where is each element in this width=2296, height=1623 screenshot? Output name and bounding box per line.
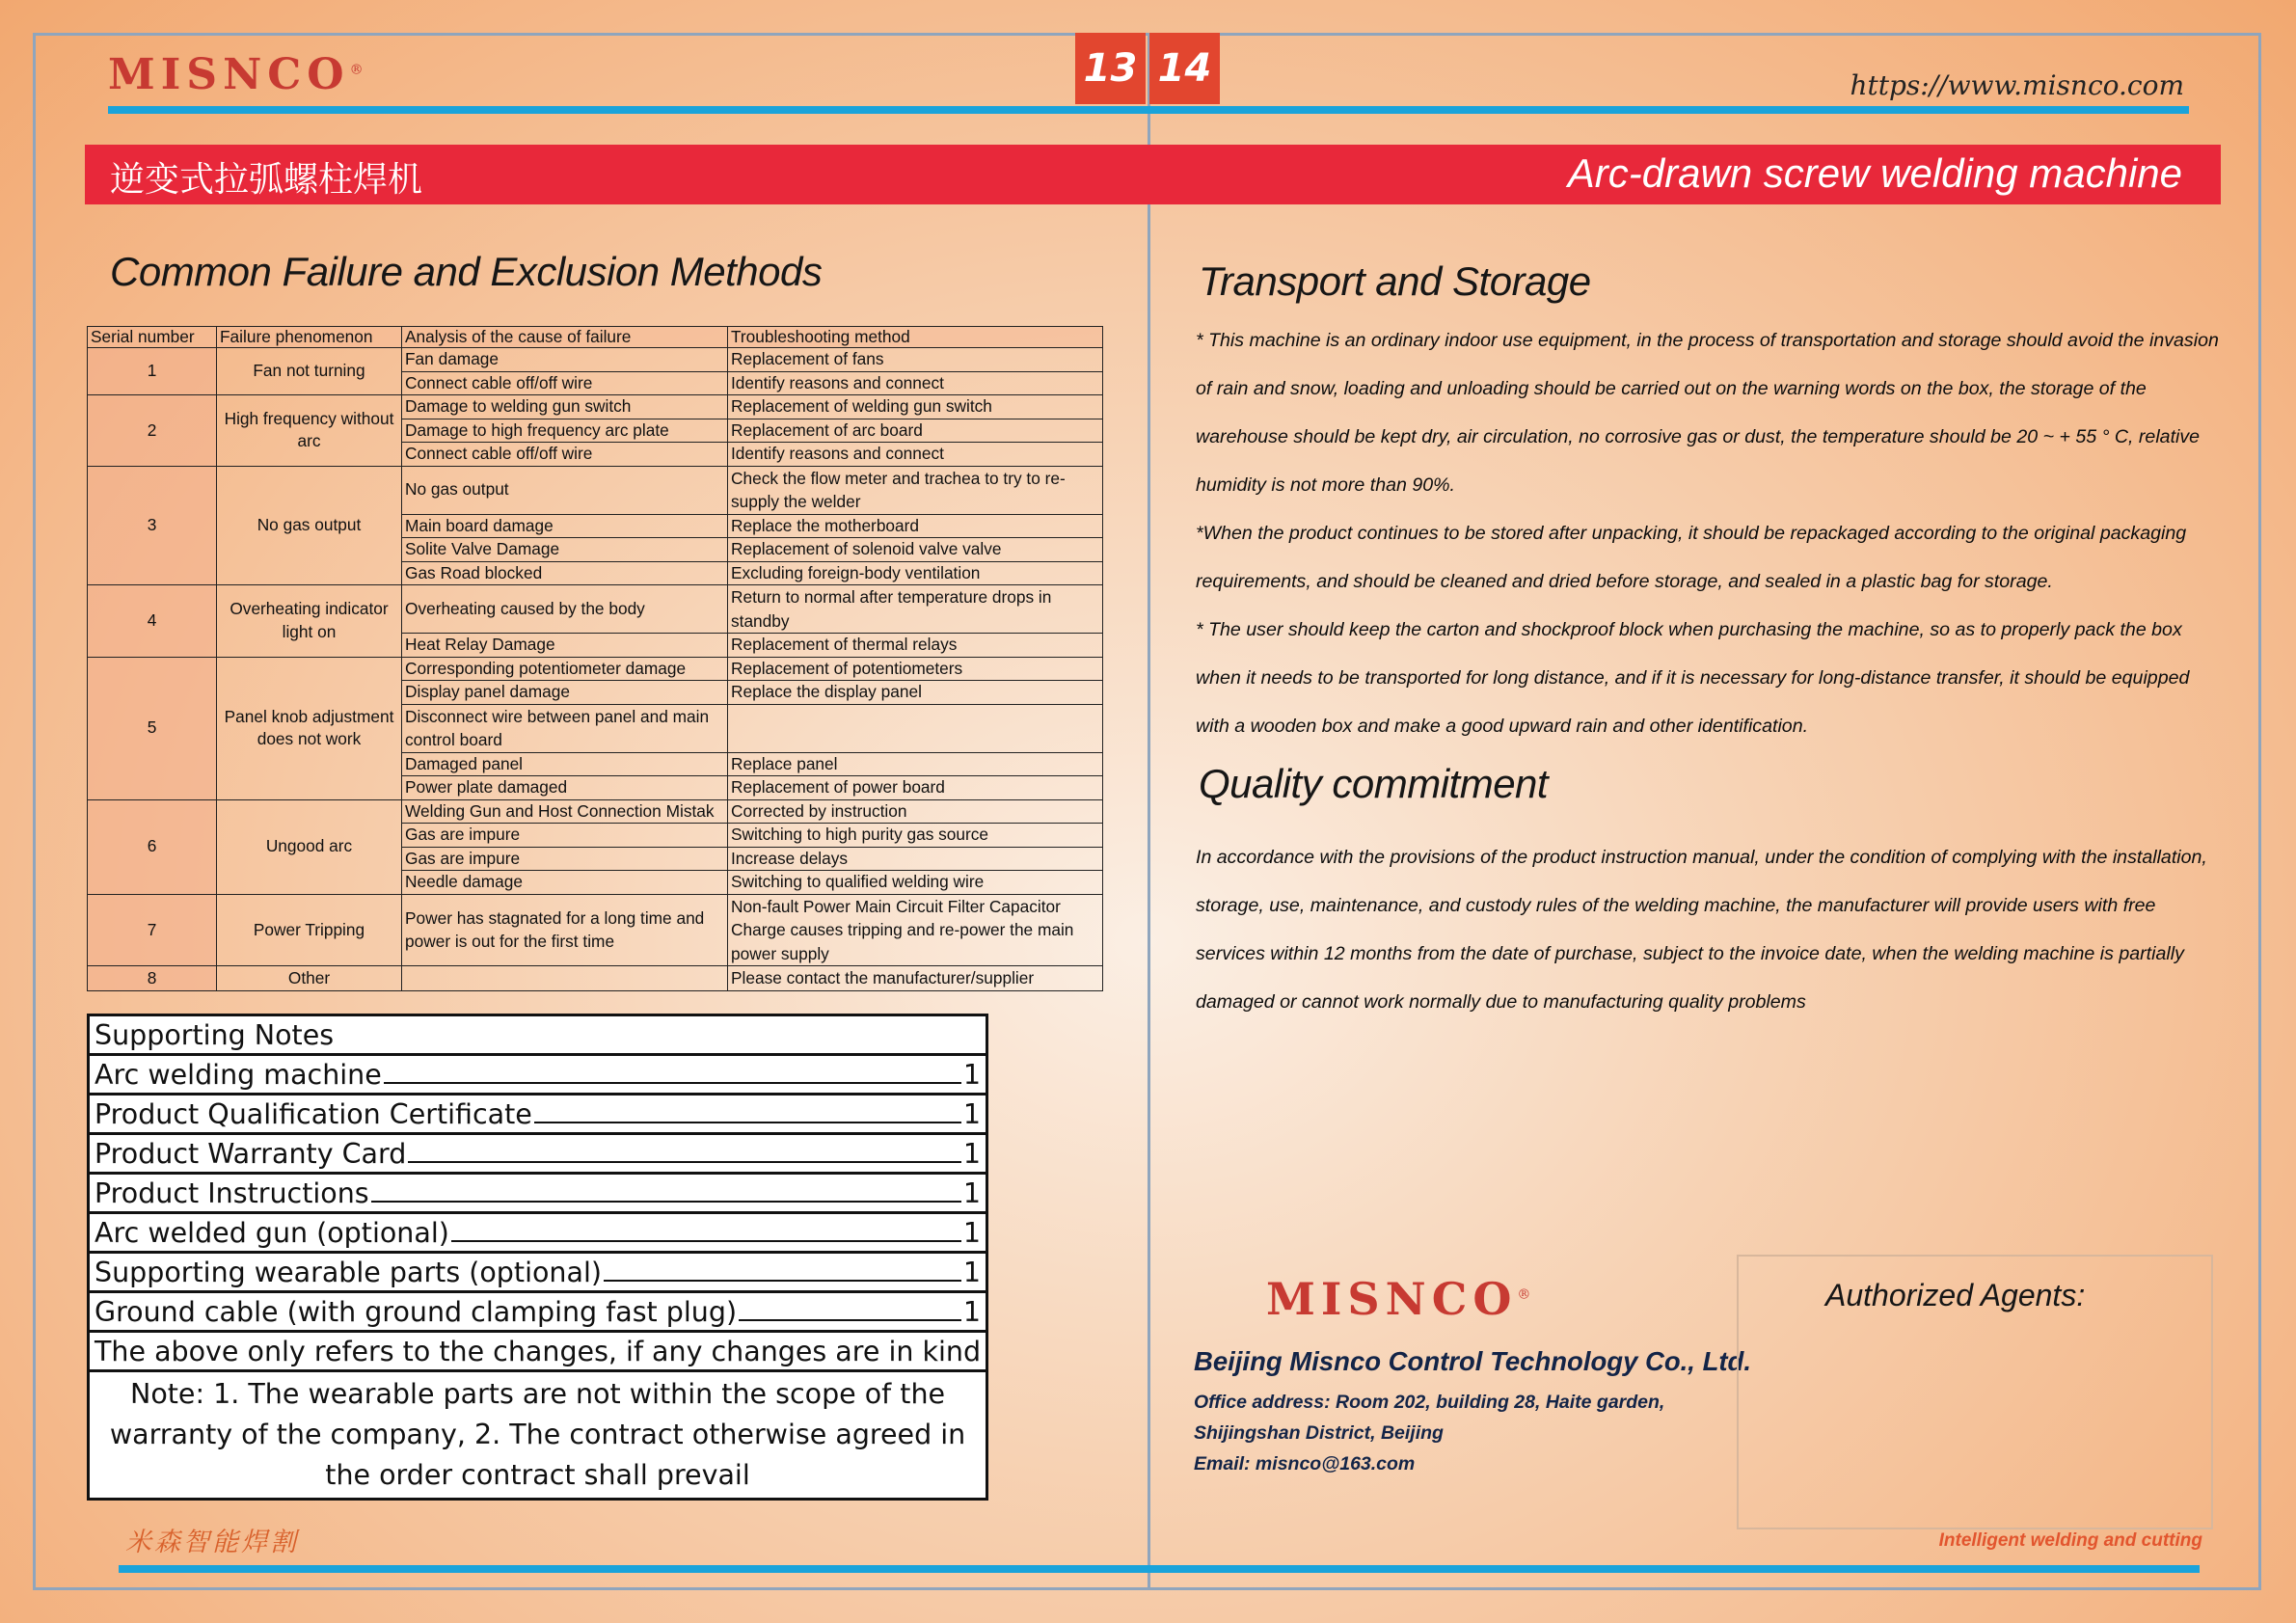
serial-number-cell: 1 (88, 348, 217, 395)
failure-phenomenon-cell: Ungood arc (217, 799, 402, 894)
item-label: Supporting wearable parts (optional) (95, 1256, 602, 1288)
method-cell: Non-fault Power Main Circuit Filter Capacitor Charge causes tripping and re-power the main power supply (728, 894, 1103, 966)
cause-cell: Display panel damage (402, 681, 728, 705)
change-note: The above only refers to the changes, if any changes are in kind (89, 1332, 987, 1371)
header-rule (108, 106, 2189, 114)
table-row (88, 466, 1103, 514)
serial-number-cell: 2 (88, 395, 217, 467)
cause-cell: Connect cable off/off wire (402, 371, 728, 395)
cause-cell: Fan damage (402, 348, 728, 372)
tagline: Intelligent welding and cutting (1938, 1530, 2202, 1551)
fill-line (451, 1240, 961, 1242)
fill-line (384, 1082, 961, 1084)
method-cell: Switching to high purity gas source (728, 824, 1103, 848)
warranty-note: Note: 1. The wearable parts are not within the scope of the warranty of the company, 2. The contract otherwise agreed in the order contract shall prevail (89, 1371, 987, 1500)
method-cell: Identify reasons and connect (728, 371, 1103, 395)
footer-cn-slogan: 米森智能焊割 (125, 1528, 299, 1557)
serial-number-cell: 3 (88, 466, 217, 585)
method-cell: Corrected by instruction (728, 799, 1103, 824)
item-label: Product Qualification Certificate (95, 1097, 532, 1130)
brand-logo: MISNCO® (108, 50, 364, 99)
notes-title: Supporting Notes (89, 1015, 987, 1055)
supporting-item (89, 1095, 987, 1134)
cause-cell: Gas are impure (402, 847, 728, 871)
failure-phenomenon-cell: Power Tripping (217, 894, 402, 966)
method-cell: Replacement of thermal relays (728, 634, 1103, 658)
transport-text (1196, 316, 2228, 750)
website-url[interactable]: https://www.misnco.com (1850, 69, 2184, 101)
table-row (88, 395, 1103, 419)
item-quantity: 1 (962, 1137, 982, 1170)
item-label: Product Warranty Card (95, 1137, 407, 1170)
method-cell: Please contact the manufacturer/supplier (728, 966, 1103, 991)
table-row (88, 894, 1103, 966)
method-cell: Replacement of arc board (728, 419, 1103, 443)
item-quantity: 1 (962, 1177, 982, 1209)
cause-cell: Power has stagnated for a long time and power is out for the first time (402, 894, 728, 966)
item-label: Arc welding machine (95, 1058, 382, 1091)
item-label: Ground cable (with ground clamping fast plug) (95, 1295, 738, 1328)
cause-cell: Connect cable off/off wire (402, 443, 728, 467)
column-header: Analysis of the cause of failure (402, 327, 728, 348)
quality-heading: Quality commitment (1199, 761, 1549, 806)
cause-cell: Overheating caused by the body (402, 585, 728, 634)
banner-title-cn: 逆变式拉弧螺柱焊机 (110, 160, 423, 200)
company-address (1194, 1387, 1664, 1479)
failure-phenomenon-cell: Overheating indicator light on (217, 585, 402, 658)
agents-label: Authorized Agents: (1825, 1278, 2086, 1312)
item-label: Product Instructions (95, 1177, 369, 1209)
transport-paragraph: *When the product continues to be stored after unpacking, it should be repackaged according to the original packaging requirements, and should be cleaned and dried before storage, and sealed in a plastic bag for storage. (1196, 523, 2187, 592)
table-row (88, 657, 1103, 681)
address-line: Office address: Room 202, building 28, Haite garden, (1194, 1392, 1665, 1413)
footer-rule (119, 1565, 2200, 1573)
supporting-item (89, 1213, 987, 1253)
method-cell: Replacement of fans (728, 348, 1103, 372)
item-quantity: 1 (962, 1216, 982, 1249)
method-cell: Replacement of potentiometers (728, 657, 1103, 681)
address-line: Shijingshan District, Beijing (1194, 1422, 1444, 1444)
center-fold-line (1148, 33, 1150, 1590)
serial-number-cell: 8 (88, 966, 217, 991)
fill-line (371, 1201, 961, 1203)
supporting-item (89, 1292, 987, 1332)
table-row (88, 799, 1103, 824)
fill-line (534, 1122, 961, 1123)
serial-number-cell: 5 (88, 657, 217, 799)
cause-cell: No gas output (402, 466, 728, 514)
fill-line (739, 1319, 961, 1321)
cause-cell: Heat Relay Damage (402, 634, 728, 658)
company-logo: MISNCO® (1266, 1273, 1531, 1325)
serial-number-cell: 6 (88, 799, 217, 894)
page-number-right: 14 (1149, 33, 1220, 104)
page-number-left: 13 (1075, 33, 1146, 104)
method-cell: Switching to qualified welding wire (728, 871, 1103, 895)
method-cell: Return to normal after temperature drops in standby (728, 585, 1103, 634)
item-quantity: 1 (962, 1256, 982, 1288)
address-line[interactable]: Email: misnco@163.com (1194, 1453, 1416, 1474)
failure-heading: Common Failure and Exclusion Methods (110, 249, 823, 294)
column-header: Failure phenomenon (217, 327, 402, 348)
method-cell: Replace the motherboard (728, 514, 1103, 538)
serial-number-cell: 4 (88, 585, 217, 658)
supporting-item (89, 1253, 987, 1292)
supporting-item (89, 1134, 987, 1174)
banner-title-en: Arc-drawn screw welding machine (1567, 150, 2182, 196)
cause-cell: Solite Valve Damage (402, 538, 728, 562)
method-cell: Replace the display panel (728, 681, 1103, 705)
cause-cell: Damage to high frequency arc plate (402, 419, 728, 443)
cause-cell: Gas are impure (402, 824, 728, 848)
cause-cell: Damaged panel (402, 752, 728, 776)
item-quantity: 1 (962, 1058, 982, 1091)
cause-cell: Disconnect wire between panel and main control board (402, 704, 728, 752)
method-cell: Excluding foreign-body ventilation (728, 561, 1103, 585)
company-name: Beijing Misnco Control Technology Co., Ltd. (1194, 1346, 1751, 1376)
supporting-item (89, 1055, 987, 1095)
method-cell: Check the flow meter and trachea to try to re-supply the welder (728, 466, 1103, 514)
title-banner (85, 145, 2221, 204)
item-label: Arc welded gun (optional) (95, 1216, 449, 1249)
cause-cell: Main board damage (402, 514, 728, 538)
cause-cell: Needle damage (402, 871, 728, 895)
fill-line (408, 1161, 961, 1163)
table-row (88, 966, 1103, 991)
table-row (88, 348, 1103, 372)
cause-cell: Gas Road blocked (402, 561, 728, 585)
failure-phenomenon-cell: Other (217, 966, 402, 991)
cause-cell: Damage to welding gun switch (402, 395, 728, 419)
supporting-item (89, 1174, 987, 1213)
method-cell: Replacement of welding gun switch (728, 395, 1103, 419)
method-cell: Increase delays (728, 847, 1103, 871)
table-row (88, 585, 1103, 634)
failure-phenomenon-cell: Panel knob adjustment does not work (217, 657, 402, 799)
table-header-row (88, 327, 1103, 348)
transport-paragraph: * This machine is an ordinary indoor use equipment, in the process of transportation and storage should avoid the invasion of rain and snow, loading and unloading should be carried out on the warning words on the box, the storage of the warehouse should be kept dry, air circulation, no corrosive gas or dust, the temperature should be 20 ~ + 55 ° C, relative humidity is not more than 90%. (1196, 330, 2219, 496)
item-quantity: 1 (962, 1295, 982, 1328)
method-cell (728, 704, 1103, 752)
supporting-notes-table (87, 1014, 988, 1501)
transport-paragraph: * The user should keep the carton and shockproof block when purchasing the machine, so as to properly pack the box when it needs to be transported for long distance, and if it is necessary for long-distance transfer, it should be equipped with a wooden box and make a good upward rain and other identification. (1196, 619, 2190, 737)
authorized-agents-box (1737, 1255, 2213, 1529)
failure-phenomenon-cell: No gas output (217, 466, 402, 585)
cause-cell: Corresponding potentiometer damage (402, 657, 728, 681)
cause-cell: Welding Gun and Host Connection Mistak (402, 799, 728, 824)
failure-phenomenon-cell: High frequency without arc (217, 395, 402, 467)
method-cell: Identify reasons and connect (728, 443, 1103, 467)
column-header: Troubleshooting method (728, 327, 1103, 348)
serial-number-cell: 7 (88, 894, 217, 966)
cause-cell (402, 966, 728, 991)
failure-phenomenon-cell: Fan not turning (217, 348, 402, 395)
cause-cell: Power plate damaged (402, 776, 728, 800)
method-cell: Replacement of solenoid valve valve (728, 538, 1103, 562)
item-quantity: 1 (962, 1097, 982, 1130)
method-cell: Replacement of power board (728, 776, 1103, 800)
column-header: Serial number (88, 327, 217, 348)
failure-table (87, 326, 1103, 991)
fill-line (604, 1280, 961, 1282)
transport-heading: Transport and Storage (1199, 258, 1591, 304)
method-cell: Replace panel (728, 752, 1103, 776)
quality-text: In accordance with the provisions of the product instruction manual, under the condition of complying with the installation, storage, use, maintenance, and custody rules of the welding machine, the manufacturer will provide users with free services within 12 months from the date of purchase, subject to the invoice date, when the welding machine is partially damaged or cannot work normally due to manufacturing quality problems (1196, 847, 2207, 1013)
